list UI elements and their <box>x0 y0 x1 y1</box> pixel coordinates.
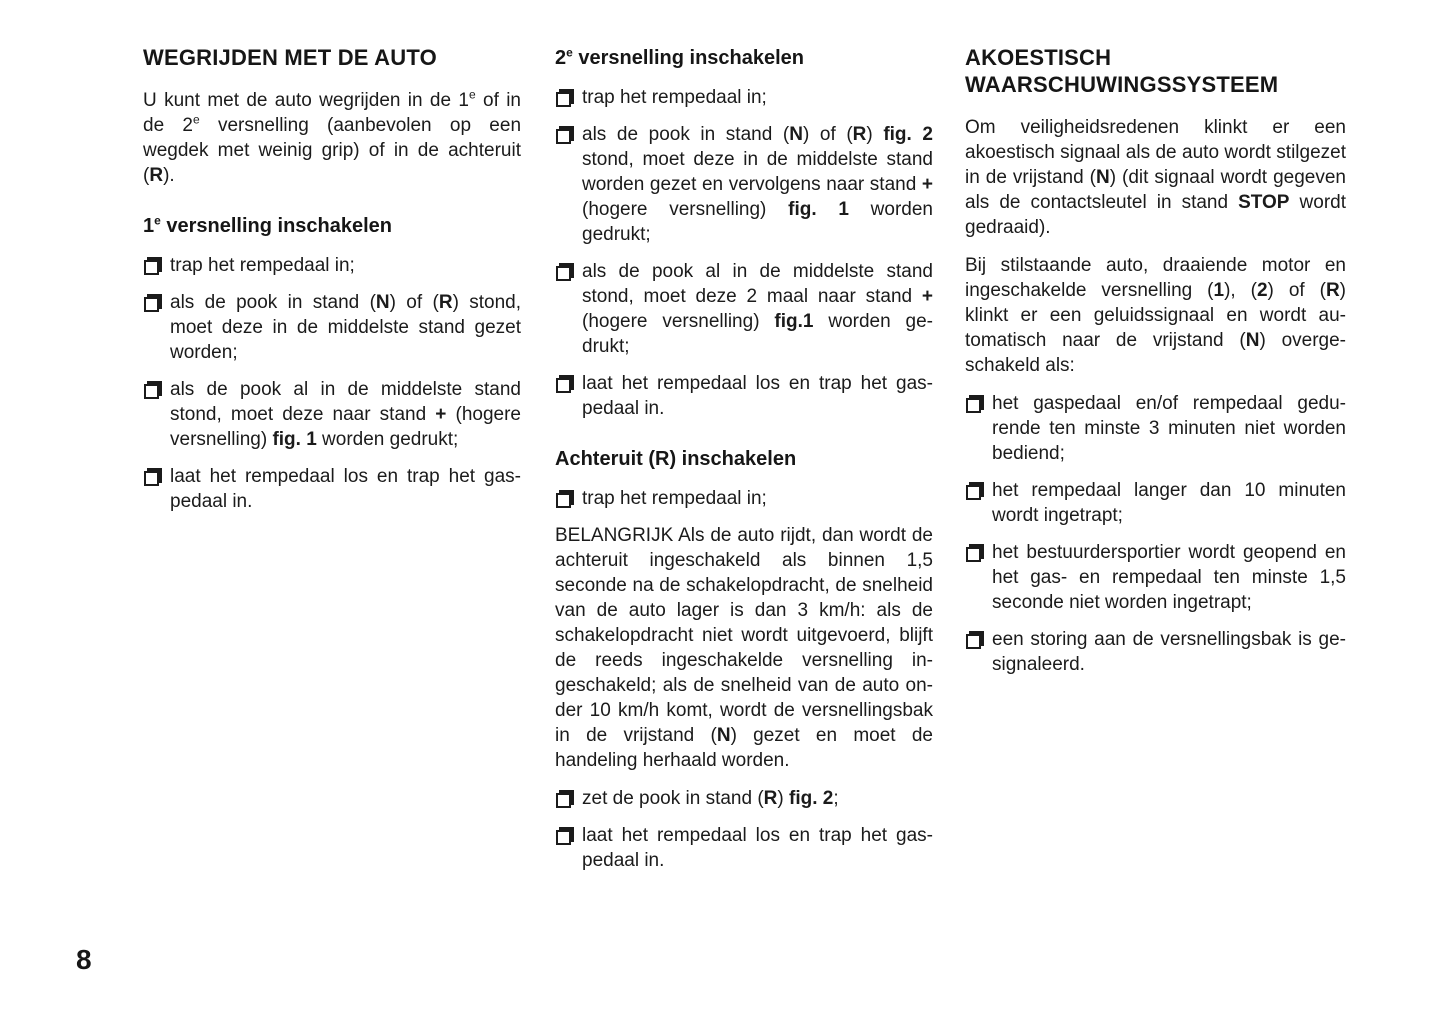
step-text: als de pook al in de middelste stand stond, moet deze 2 maal naar stand + (hogere versnelling) fig.1 worden gedrukt; <box>582 261 933 357</box>
acoustic-paragraph-2: Bij stilstaande auto, draaiende motor en ingeschakelde versnelling (1), (2) of (R) klinkt er een geluidssignaal en wordt automatisch naar de vrijstand (N) overgeschakeld als: <box>965 255 1346 376</box>
checkbox-bullet-icon <box>144 471 159 486</box>
checkbox-bullet-icon <box>556 378 571 393</box>
conditions-list <box>965 391 1346 677</box>
section-title-wegrijden: WEGRIJDEN MET DE AUTO <box>143 45 437 70</box>
steps-list-reverse <box>555 486 933 511</box>
condition-text: het gaspedaal en/of rempedaal gedurende ten minste 3 minuten niet worden bediend; <box>992 393 1346 464</box>
checkbox-bullet-icon <box>966 398 981 413</box>
step-item <box>555 122 933 247</box>
subheading-achteruit: Achteruit (R) inschakelen <box>555 448 797 470</box>
intro-paragraph: U kunt met de auto wegrijden in de 1e of in de 2e versnelling (aanbevolen op een wegdek met weinig grip) of in de achteruit (R). <box>143 87 522 186</box>
checkbox-bullet-icon <box>966 547 981 562</box>
checkbox-bullet-icon <box>966 485 981 500</box>
step-item <box>143 377 521 452</box>
checkbox-bullet-icon <box>556 793 571 808</box>
steps-list-reverse-continued <box>555 786 933 873</box>
condition-text: het bestuurdersportier wordt geopend en het gas- en rempedaal ten minste 1,5 seconde niet worden ingetrapt; <box>992 542 1346 613</box>
step-text: trap het rempedaal in; <box>582 87 767 108</box>
step-item <box>555 786 933 811</box>
step-item <box>555 259 933 359</box>
subheading-2e-versnelling: 2e versnelling inschakelen <box>555 45 805 69</box>
step-text: laat het rempedaal los en trap het gaspedaal in. <box>582 373 933 419</box>
checkbox-bullet-icon <box>144 260 159 275</box>
condition-text: het rempedaal langer dan 10 minuten wordt ingetrapt; <box>992 480 1346 526</box>
column-acoustic-warning <box>965 44 1346 689</box>
step-item <box>143 464 521 514</box>
step-item <box>555 85 933 110</box>
step-item <box>143 253 521 278</box>
condition-text: een storing aan de versnellingsbak is gesignaleerd. <box>992 629 1346 675</box>
steps-list-1e <box>143 253 521 514</box>
checkbox-bullet-icon <box>556 92 571 107</box>
checkbox-bullet-icon <box>556 493 571 508</box>
step-text: trap het rempedaal in; <box>582 488 767 509</box>
subheading-1e-versnelling: 1e versnelling inschakelen <box>143 213 393 237</box>
checkbox-bullet-icon <box>556 129 571 144</box>
section-title-akoestisch: AKOESTISCH WAARSCHUWINGSSYSTEEM <box>965 45 1279 97</box>
step-text: als de pook in stand (N) of (R) fig. 2 stond, moet deze in de middelste stand worden gezet en vervolgens naar stand + (hogere versnelling) fig. 1 worden gedrukt; <box>582 124 933 245</box>
step-text: als de pook in stand (N) of (R) stond, moet deze in de middelste stand gezet worden; <box>170 292 521 363</box>
acoustic-paragraph-1: Om veiligheidsredenen klinkt er een akoestisch signaal als de auto wordt stilgezet in de vrijstand (N) (dit signaal wordt gegeven als de contactsleutel in stand STOP wordt gedraaid). <box>965 117 1346 238</box>
step-text: zet de pook in stand (R) fig. 2; <box>582 788 839 809</box>
condition-item <box>965 391 1346 466</box>
step-item <box>555 371 933 421</box>
step-text: als de pook al in de middelste stand stond, moet deze naar stand + (hogere versnelling) fig. 1 worden gedrukt; <box>170 379 521 450</box>
step-item <box>143 290 521 365</box>
checkbox-bullet-icon <box>966 634 981 649</box>
condition-item <box>965 478 1346 528</box>
step-text: laat het rempedaal los en trap het gaspedaal in. <box>582 825 933 871</box>
important-note: BELANGRIJK Als de auto rijdt, dan wordt de achteruit ingeschakeld als binnen 1,5 seconde na de schakelopdracht, de snelheid van de auto lager is dan 3 km/h: als de schakelopdracht niet wordt uitgevoerd, blijft de reeds ingeschakelde versnelling ingeschakeld; als de snelheid van de auto onder 10 km/h komt, wordt de versnellingsbak in de vrijstand (N) gezet en moet de handeling herhaald worden. <box>555 525 933 771</box>
step-item <box>555 823 933 873</box>
checkbox-bullet-icon <box>144 384 159 399</box>
checkbox-bullet-icon <box>556 830 571 845</box>
checkbox-bullet-icon <box>556 266 571 281</box>
step-item <box>555 486 933 511</box>
steps-list-2e <box>555 85 933 421</box>
column-2nd-gear-reverse <box>555 44 933 885</box>
step-text: trap het rempedaal in; <box>170 255 355 276</box>
page-number: 8 <box>76 944 92 975</box>
checkbox-bullet-icon <box>144 297 159 312</box>
condition-item <box>965 627 1346 677</box>
condition-item <box>965 540 1346 615</box>
step-text: laat het rempedaal los en trap het gaspedaal in. <box>170 466 521 512</box>
column-driving-off <box>143 44 521 526</box>
